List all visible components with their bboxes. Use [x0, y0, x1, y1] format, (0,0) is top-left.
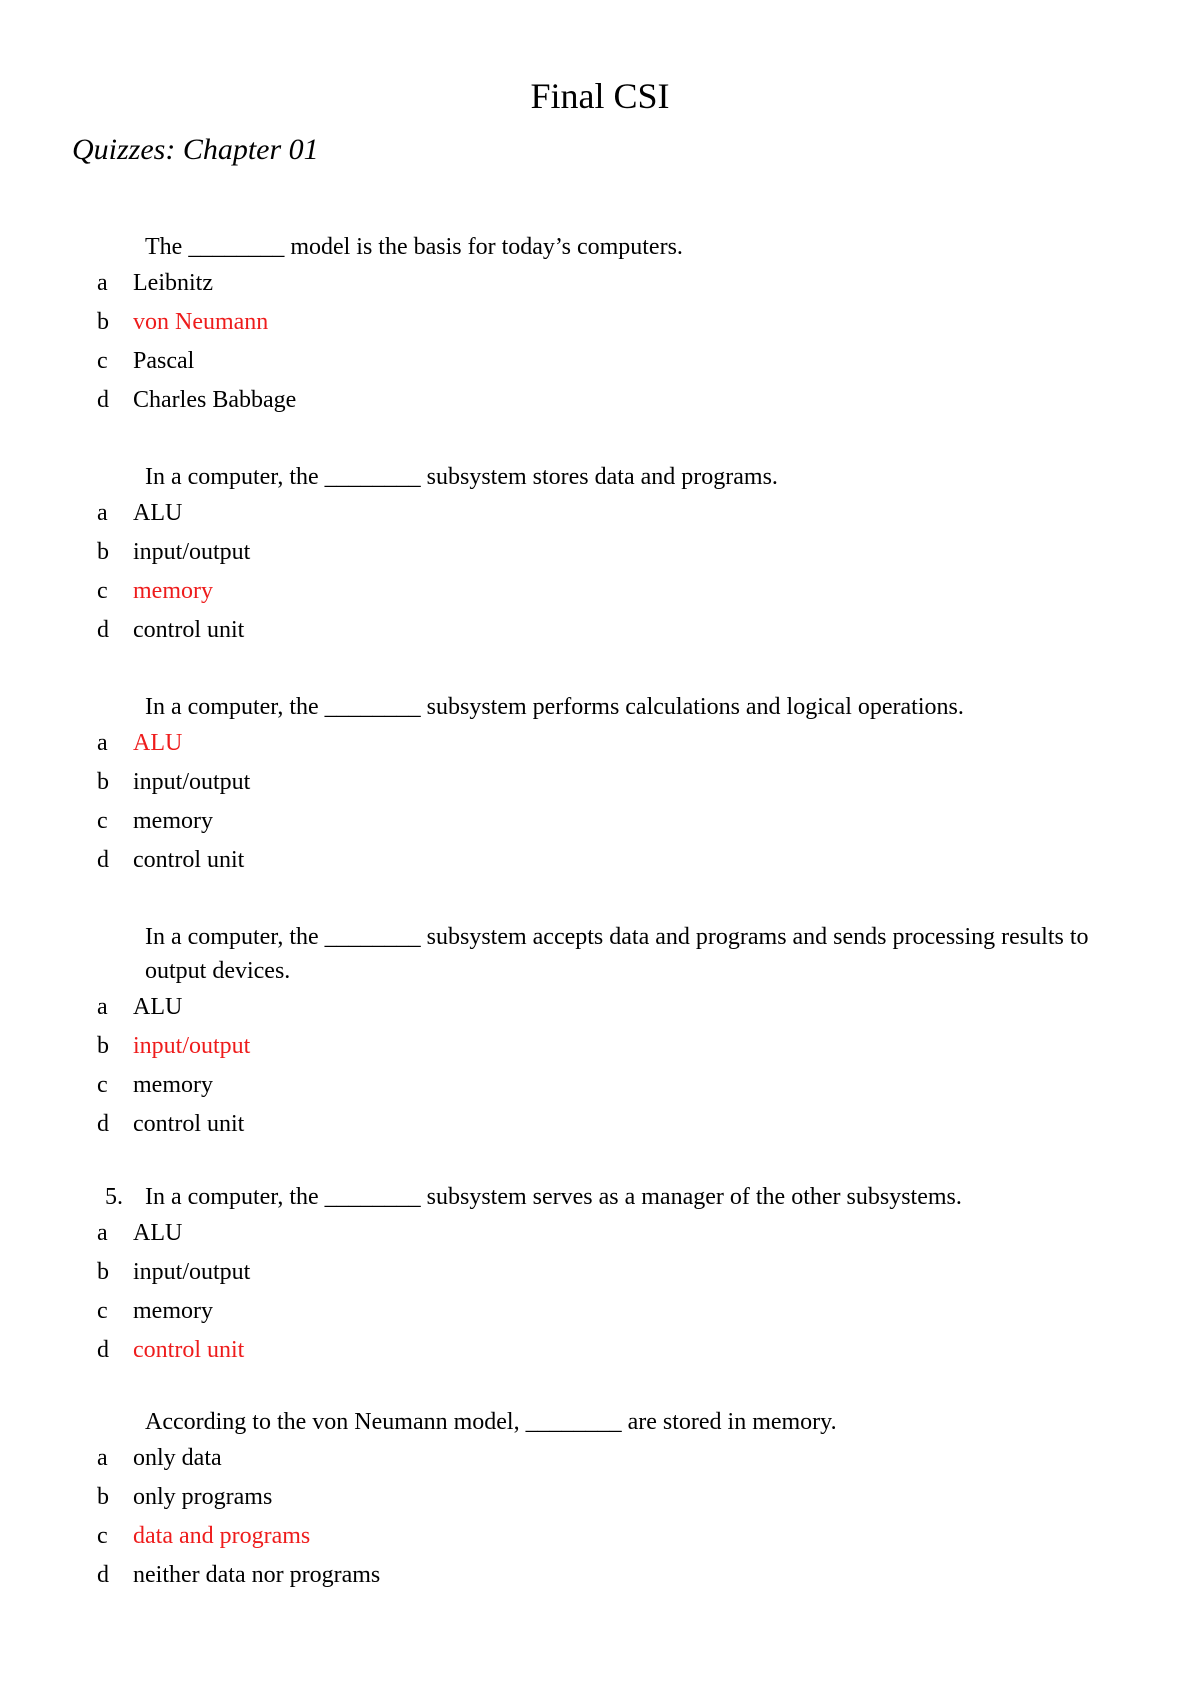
answer-option-c: [0, 342, 1200, 381]
option-text: control unit: [133, 847, 245, 873]
question-stem: [0, 920, 1135, 988]
answer-option-a: [0, 264, 1200, 303]
option-letter: c: [97, 808, 108, 834]
answer-option-d: [0, 841, 1200, 880]
option-letter: b: [97, 1484, 109, 1510]
option-text: input/output: [133, 769, 251, 795]
section-title: Quizzes: Chapter 01: [72, 133, 319, 166]
answer-option-c: [0, 1066, 1200, 1105]
option-letter: a: [97, 500, 108, 526]
answer-option-a: [0, 1214, 1200, 1253]
question-6: [0, 1405, 1200, 1595]
question-text: In a computer, the ________ subsystem accepts data and programs and sends processing results to output devices.: [145, 924, 1089, 984]
question-stem: [0, 230, 1135, 264]
option-letter: b: [97, 309, 109, 335]
option-text: control unit: [133, 617, 245, 643]
answer-option-c: [0, 802, 1200, 841]
question-5: [0, 1180, 1200, 1370]
option-text: ALU: [133, 994, 183, 1020]
option-text: only programs: [133, 1484, 273, 1510]
answer-option-b: [0, 1253, 1200, 1292]
option-letter: c: [97, 1523, 108, 1549]
answer-option-a: [0, 1439, 1200, 1478]
answer-option-b: [0, 763, 1200, 802]
option-letter: b: [97, 1259, 109, 1285]
answer-option-d: [0, 611, 1200, 650]
answer-option-a: [0, 988, 1200, 1027]
option-letter: c: [97, 1072, 108, 1098]
option-letter: a: [97, 1445, 108, 1471]
option-text: von Neumann: [133, 309, 269, 335]
option-letter: d: [97, 617, 109, 643]
answer-option-a: [0, 494, 1200, 533]
option-text: data and programs: [133, 1523, 311, 1549]
answer-option-b: [0, 303, 1200, 342]
answer-option-b: [0, 533, 1200, 572]
option-letter: a: [97, 730, 108, 756]
option-text: memory: [133, 1072, 213, 1098]
document-title: Final CSI: [530, 76, 670, 116]
question-1: [0, 230, 1200, 420]
answer-option-d: [0, 381, 1200, 420]
option-text: Charles Babbage: [133, 387, 297, 413]
question-3: [0, 690, 1200, 880]
option-letter: d: [97, 847, 109, 873]
question-4: [0, 920, 1200, 1144]
option-text: memory: [133, 578, 213, 604]
answer-option-a: [0, 724, 1200, 763]
question-stem: [0, 460, 1135, 494]
option-text: ALU: [133, 730, 183, 756]
option-letter: d: [97, 1337, 109, 1363]
option-text: control unit: [133, 1337, 245, 1363]
answer-option-b: [0, 1478, 1200, 1517]
option-text: input/output: [133, 1259, 251, 1285]
option-letter: d: [97, 1111, 109, 1137]
question-text: In a computer, the ________ subsystem stores data and programs.: [145, 464, 778, 490]
option-letter: b: [97, 769, 109, 795]
answer-option-d: [0, 1556, 1200, 1595]
question-text: In a computer, the ________ subsystem performs calculations and logical operations.: [145, 694, 964, 720]
answer-option-c: [0, 1517, 1200, 1556]
option-text: only data: [133, 1445, 222, 1471]
option-text: control unit: [133, 1111, 245, 1137]
option-letter: d: [97, 1562, 109, 1588]
option-text: ALU: [133, 1220, 183, 1246]
option-text: neither data nor programs: [133, 1562, 381, 1588]
question-number: 5.: [105, 1184, 123, 1210]
question-stem: [0, 1405, 1135, 1439]
option-letter: c: [97, 1298, 108, 1324]
question-text: In a computer, the ________ subsystem serves as a manager of the other subsystems.: [145, 1184, 962, 1210]
option-text: Pascal: [133, 348, 195, 374]
question-text: The ________ model is the basis for today’s computers.: [145, 234, 683, 260]
option-letter: a: [97, 994, 108, 1020]
option-text: ALU: [133, 500, 183, 526]
answer-option-c: [0, 572, 1200, 611]
question-text: According to the von Neumann model, ________ are stored in memory.: [145, 1409, 837, 1435]
answer-option-b: [0, 1027, 1200, 1066]
option-text: memory: [133, 1298, 213, 1324]
option-letter: c: [97, 348, 108, 374]
answer-option-c: [0, 1292, 1200, 1331]
option-letter: c: [97, 578, 108, 604]
option-letter: a: [97, 1220, 108, 1246]
option-text: memory: [133, 808, 213, 834]
option-letter: b: [97, 1033, 109, 1059]
option-letter: d: [97, 387, 109, 413]
answer-option-d: [0, 1105, 1200, 1144]
answer-option-d: [0, 1331, 1200, 1370]
option-text: input/output: [133, 1033, 251, 1059]
option-letter: b: [97, 539, 109, 565]
question-2: [0, 460, 1200, 650]
option-letter: a: [97, 270, 108, 296]
question-stem: [0, 690, 1135, 724]
question-stem: [0, 1180, 1135, 1214]
option-text: Leibnitz: [133, 270, 213, 296]
option-text: input/output: [133, 539, 251, 565]
